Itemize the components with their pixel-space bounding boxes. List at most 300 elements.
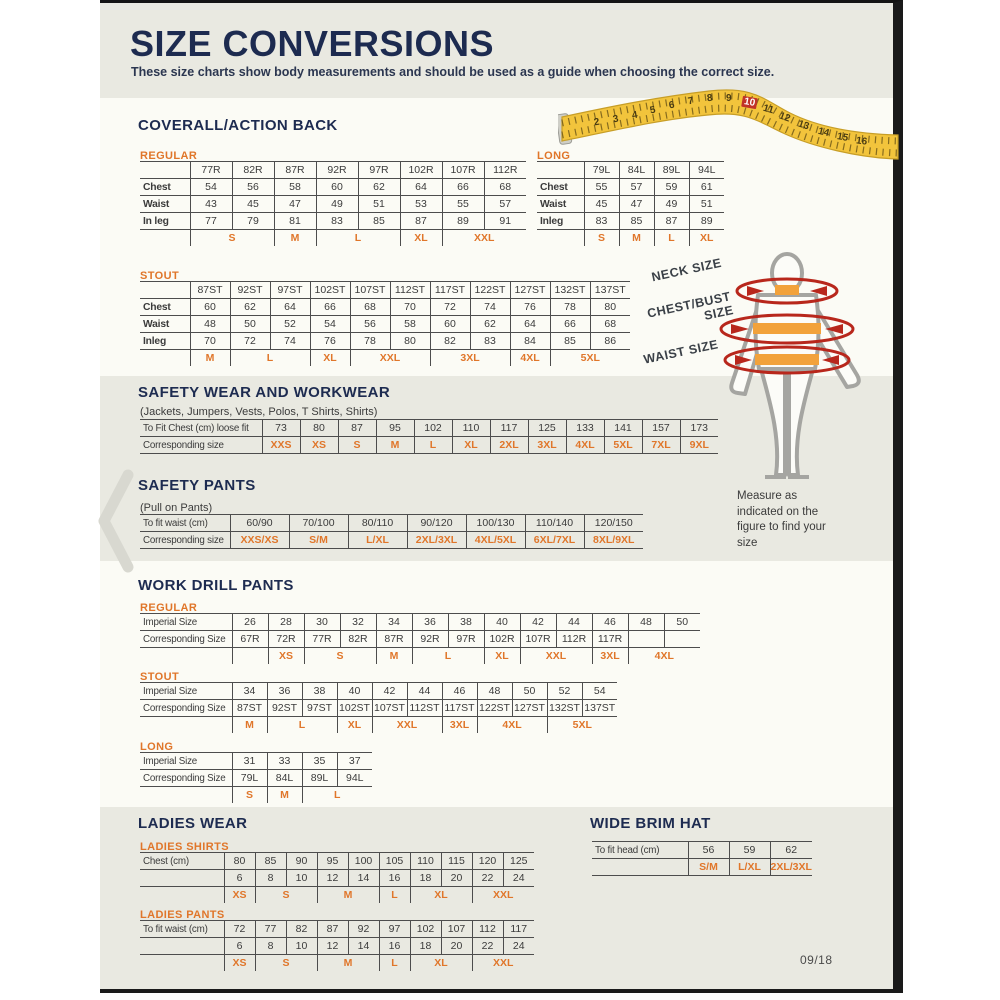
- value-cell: 115: [441, 853, 472, 870]
- size-table: [140, 920, 534, 971]
- section-heading-coverall: COVERALL/ACTION BACK: [138, 117, 338, 134]
- value-cell: 43: [190, 196, 232, 213]
- value-cell: 72R: [268, 631, 304, 648]
- row-label: Inleg: [140, 333, 190, 350]
- value-cell: 85: [619, 213, 654, 230]
- value-cell: 70: [190, 333, 230, 350]
- value-cell: S/M: [688, 859, 729, 876]
- value-cell: 84L: [619, 162, 654, 179]
- value-cell: 46: [442, 683, 477, 700]
- size-group-label: S: [304, 648, 376, 665]
- value-cell: 66: [310, 299, 350, 316]
- value-cell: 87ST: [190, 282, 230, 299]
- row-label: Corresponding size: [140, 532, 230, 549]
- value-cell: 68: [350, 299, 390, 316]
- value-cell: 70: [390, 299, 430, 316]
- value-cell: 56: [232, 179, 274, 196]
- value-cell: 95: [317, 853, 348, 870]
- value-cell: 51: [358, 196, 400, 213]
- waist-band: [755, 354, 819, 365]
- size-group-label: 4XL: [628, 648, 700, 665]
- safety-pants-table: [140, 514, 643, 549]
- size-group-label: 5XL: [547, 717, 617, 734]
- work-drill-regular-table: [140, 613, 700, 664]
- row-label: Corresponding Size: [140, 770, 232, 787]
- coverall-regular-table: [140, 161, 526, 246]
- value-cell: 2XL/3XL: [770, 859, 812, 876]
- chest-bust-size-label: CHEST/BUST SIZE: [646, 289, 735, 323]
- value-cell: 6: [224, 938, 255, 955]
- value-cell: 85: [255, 853, 286, 870]
- value-cell: 77: [255, 921, 286, 938]
- size-group-label: XL: [410, 887, 472, 904]
- value-cell: 3XL: [528, 437, 566, 454]
- value-cell: 47: [274, 196, 316, 213]
- span-lead: [140, 350, 190, 367]
- value-cell: 62: [770, 842, 812, 859]
- row-label: Imperial Size: [140, 753, 232, 770]
- value-cell: 97ST: [270, 282, 310, 299]
- value-cell: 87: [654, 213, 689, 230]
- value-cell: 72: [230, 333, 270, 350]
- value-cell: 87R: [274, 162, 316, 179]
- value-cell: 127ST: [512, 700, 547, 717]
- section-heading-work-drill: WORK DRILL PANTS: [138, 577, 294, 594]
- size-group-label: 3XL: [442, 717, 477, 734]
- value-cell: 92ST: [267, 700, 302, 717]
- value-cell: 34: [232, 683, 267, 700]
- value-cell: 10: [286, 938, 317, 955]
- value-cell: 14: [348, 870, 379, 887]
- value-cell: M: [376, 437, 414, 454]
- value-cell: 30: [304, 614, 340, 631]
- value-cell: 125: [528, 420, 566, 437]
- value-cell: 60: [430, 316, 470, 333]
- value-cell: 62: [358, 179, 400, 196]
- size-table: [140, 682, 617, 733]
- value-cell: 102ST: [310, 282, 350, 299]
- value-cell: 40: [337, 683, 372, 700]
- span-lead: [140, 787, 232, 804]
- value-cell: 55: [442, 196, 484, 213]
- value-cell: 62: [230, 299, 270, 316]
- size-group-label: XL: [410, 955, 472, 972]
- size-group-label: L: [267, 717, 337, 734]
- size-group-label: L: [412, 648, 484, 665]
- size-group-label: M: [317, 887, 379, 904]
- value-cell: 137ST: [590, 282, 630, 299]
- value-cell: 61: [689, 179, 724, 196]
- value-cell: 82: [430, 333, 470, 350]
- size-table: [592, 841, 812, 876]
- coverall-long-table: [537, 161, 724, 246]
- value-cell: 107ST: [372, 700, 407, 717]
- size-group-label: XL: [484, 648, 520, 665]
- value-cell: 2XL: [490, 437, 528, 454]
- value-cell: 50: [664, 614, 700, 631]
- value-cell: 90/120: [407, 515, 466, 532]
- value-cell: 157: [642, 420, 680, 437]
- tape-number: 9: [726, 93, 732, 104]
- size-group-label: L: [654, 230, 689, 247]
- value-cell: 6XL/7XL: [525, 532, 584, 549]
- span-lead: [537, 230, 584, 247]
- value-cell: 48: [628, 614, 664, 631]
- row-label: To fit head (cm): [592, 842, 688, 859]
- value-cell: 100: [348, 853, 379, 870]
- size-group-label: S: [190, 230, 274, 247]
- value-cell: 74: [470, 299, 510, 316]
- value-cell: 68: [484, 179, 526, 196]
- value-cell: 46: [592, 614, 628, 631]
- value-cell: 16: [379, 938, 410, 955]
- size-group-label: XS: [224, 955, 255, 972]
- row-label: Waist: [537, 196, 584, 213]
- value-cell: 81: [274, 213, 316, 230]
- value-cell: 48: [477, 683, 512, 700]
- value-cell: 112R: [556, 631, 592, 648]
- chevron-left-icon[interactable]: [94, 469, 138, 573]
- table-label-wd-long: LONG: [140, 741, 174, 753]
- safety-pants-note: (Pull on Pants): [140, 502, 213, 514]
- size-group-label: L: [379, 955, 410, 972]
- value-cell: 89L: [302, 770, 337, 787]
- document-page: [100, 0, 903, 993]
- value-cell: 50: [512, 683, 547, 700]
- value-cell: 89: [689, 213, 724, 230]
- value-cell: 110/140: [525, 515, 584, 532]
- size-table: [140, 281, 630, 366]
- row-label: Corresponding Size: [140, 631, 232, 648]
- value-cell: 107ST: [350, 282, 390, 299]
- value-cell: 74: [270, 333, 310, 350]
- tape-number: 5: [649, 104, 657, 117]
- value-cell: 42: [520, 614, 556, 631]
- size-group-label: XXL: [472, 955, 534, 972]
- value-cell: S: [338, 437, 376, 454]
- value-cell: 51: [689, 196, 724, 213]
- value-cell: 83: [470, 333, 510, 350]
- value-cell: 94L: [337, 770, 372, 787]
- figure-feet: [765, 475, 809, 479]
- row-label: [537, 162, 584, 179]
- size-group-label: S: [255, 955, 317, 972]
- value-cell: 94L: [689, 162, 724, 179]
- row-label: To fit waist (cm): [140, 921, 224, 938]
- value-cell: 36: [412, 614, 448, 631]
- value-cell: 80: [390, 333, 430, 350]
- measurement-figure-panel: [642, 251, 895, 563]
- value-cell: 68: [590, 316, 630, 333]
- size-group-label: S: [584, 230, 619, 247]
- value-cell: L/XL: [729, 859, 770, 876]
- value-cell: 34: [376, 614, 412, 631]
- ladies-shirts-table: [140, 852, 534, 903]
- size-table: [140, 161, 526, 246]
- table-label-wd-stout: STOUT: [140, 671, 180, 683]
- value-cell: 58: [274, 179, 316, 196]
- size-group-label: XL: [310, 350, 350, 367]
- value-cell: 37: [337, 753, 372, 770]
- value-cell: 91: [484, 213, 526, 230]
- value-cell: 97R: [448, 631, 484, 648]
- value-cell: 82R: [340, 631, 376, 648]
- value-cell: 20: [441, 938, 472, 955]
- value-cell: 38: [448, 614, 484, 631]
- tape-number: 13: [796, 118, 811, 133]
- size-group-label: [232, 648, 268, 665]
- size-group-label: XL: [400, 230, 442, 247]
- value-cell: 84L: [267, 770, 302, 787]
- size-group-label: 3XL: [430, 350, 510, 367]
- value-cell: 80: [590, 299, 630, 316]
- value-cell: 102: [410, 921, 441, 938]
- value-cell: 110: [410, 853, 441, 870]
- value-cell: 117ST: [430, 282, 470, 299]
- value-cell: 6: [224, 870, 255, 887]
- value-cell: 24: [503, 870, 534, 887]
- value-cell: 66: [550, 316, 590, 333]
- value-cell: 64: [400, 179, 442, 196]
- coverall-stout-table: [140, 281, 630, 366]
- value-cell: [628, 631, 664, 648]
- value-cell: XXS: [262, 437, 300, 454]
- value-cell: 82R: [232, 162, 274, 179]
- table-label-ladies-pants: LADIES PANTS: [140, 909, 225, 921]
- row-label: In leg: [140, 213, 190, 230]
- value-cell: 45: [232, 196, 274, 213]
- value-cell: 85: [550, 333, 590, 350]
- value-cell: 7XL: [642, 437, 680, 454]
- tape-number: 8: [706, 92, 714, 105]
- value-cell: 97R: [358, 162, 400, 179]
- figure-caption: Measure as indicated on the figure to find your size: [737, 490, 826, 549]
- tape-number: 16: [855, 135, 868, 148]
- size-group-label: XL: [337, 717, 372, 734]
- size-group-label: 5XL: [550, 350, 630, 367]
- value-cell: 137ST: [582, 700, 617, 717]
- value-cell: 79: [232, 213, 274, 230]
- figure-left-leg: [761, 369, 785, 475]
- value-cell: 52: [547, 683, 582, 700]
- value-cell: 73: [262, 420, 300, 437]
- value-cell: 122ST: [477, 700, 512, 717]
- value-cell: 79L: [584, 162, 619, 179]
- value-cell: 22: [472, 938, 503, 955]
- row-label: Waist: [140, 316, 190, 333]
- row-label: [140, 162, 190, 179]
- waist-size-label: WAIST SIZE: [642, 337, 720, 367]
- value-cell: 112R: [484, 162, 526, 179]
- value-cell: 83: [584, 213, 619, 230]
- value-cell: 110: [452, 420, 490, 437]
- value-cell: 92ST: [230, 282, 270, 299]
- value-cell: 12: [317, 870, 348, 887]
- tape-number: 15: [836, 131, 849, 144]
- value-cell: 125: [503, 853, 534, 870]
- value-cell: 54: [310, 316, 350, 333]
- value-cell: 57: [619, 179, 654, 196]
- row-label: To Fit Chest (cm) loose fit: [140, 420, 262, 437]
- value-cell: 9XL: [680, 437, 718, 454]
- value-cell: 47: [619, 196, 654, 213]
- value-cell: 80/110: [348, 515, 407, 532]
- value-cell: 117R: [592, 631, 628, 648]
- value-cell: 89L: [654, 162, 689, 179]
- value-cell: 49: [316, 196, 358, 213]
- tape-number: 2: [593, 116, 601, 129]
- value-cell: 87: [317, 921, 348, 938]
- value-cell: 77R: [304, 631, 340, 648]
- value-cell: 117: [503, 921, 534, 938]
- span-lead: [140, 648, 232, 665]
- value-cell: 2XL/3XL: [407, 532, 466, 549]
- value-cell: 102R: [400, 162, 442, 179]
- table-label-stout: STOUT: [140, 270, 180, 282]
- value-cell: 92: [348, 921, 379, 938]
- value-cell: 76: [510, 299, 550, 316]
- tape-number: 6: [668, 99, 676, 112]
- value-cell: 18: [410, 938, 441, 955]
- value-cell: 67R: [232, 631, 268, 648]
- value-cell: 16: [379, 870, 410, 887]
- tape-number: 4: [631, 109, 639, 122]
- value-cell: 82: [286, 921, 317, 938]
- value-cell: 66: [442, 179, 484, 196]
- value-cell: 32: [340, 614, 376, 631]
- value-cell: 44: [407, 683, 442, 700]
- value-cell: 62: [470, 316, 510, 333]
- value-cell: 87: [400, 213, 442, 230]
- value-cell: 45: [584, 196, 619, 213]
- value-cell: 80: [224, 853, 255, 870]
- section-heading-hat: WIDE BRIM HAT: [590, 815, 711, 832]
- size-group-label: S: [255, 887, 317, 904]
- size-table: [140, 752, 372, 803]
- table-label-wd-regular: REGULAR: [140, 602, 198, 614]
- safety-wear-table: [140, 419, 718, 454]
- row-label: [140, 282, 190, 299]
- value-cell: 105: [379, 853, 410, 870]
- tape-number-highlight: 10: [743, 96, 756, 109]
- size-group-label: 4XL: [510, 350, 550, 367]
- value-cell: 4XL/5XL: [466, 532, 525, 549]
- value-cell: 54: [190, 179, 232, 196]
- value-cell: 5XL: [604, 437, 642, 454]
- neck-band: [775, 285, 799, 295]
- size-group-label: M: [190, 350, 230, 367]
- row-label: Waist: [140, 196, 190, 213]
- value-cell: L/XL: [348, 532, 407, 549]
- size-group-label: M: [619, 230, 654, 247]
- value-cell: 132ST: [550, 282, 590, 299]
- value-cell: 77R: [190, 162, 232, 179]
- value-cell: L: [414, 437, 452, 454]
- value-cell: 80: [300, 420, 338, 437]
- value-cell: 122ST: [470, 282, 510, 299]
- row-label: Corresponding size: [140, 437, 262, 454]
- work-drill-stout-table: [140, 682, 617, 733]
- size-group-label: 3XL: [592, 648, 628, 665]
- value-cell: 78: [550, 299, 590, 316]
- row-label: [140, 870, 224, 887]
- value-cell: 48: [190, 316, 230, 333]
- value-cell: XS: [300, 437, 338, 454]
- size-group-label: L: [379, 887, 410, 904]
- ladies-pants-table: [140, 920, 534, 971]
- value-cell: 40: [484, 614, 520, 631]
- value-cell: 92R: [316, 162, 358, 179]
- value-cell: 56: [350, 316, 390, 333]
- tape-number: 14: [816, 125, 831, 140]
- size-group-label: M: [317, 955, 379, 972]
- value-cell: 55: [584, 179, 619, 196]
- value-cell: 64: [510, 316, 550, 333]
- value-cell: S/M: [289, 532, 348, 549]
- row-label: Corresponding Size: [140, 700, 232, 717]
- value-cell: 87R: [376, 631, 412, 648]
- value-cell: 50: [230, 316, 270, 333]
- section-heading-ladies: LADIES WEAR: [138, 815, 248, 832]
- value-cell: 60: [316, 179, 358, 196]
- row-label: Inleg: [537, 213, 584, 230]
- value-cell: 8: [255, 938, 286, 955]
- value-cell: 87ST: [232, 700, 267, 717]
- value-cell: [664, 631, 700, 648]
- value-cell: XXS/XS: [230, 532, 289, 549]
- row-label: To fit waist (cm): [140, 515, 230, 532]
- value-cell: 107R: [520, 631, 556, 648]
- value-cell: 4XL: [566, 437, 604, 454]
- value-cell: 58: [390, 316, 430, 333]
- section-heading-safety-pants: SAFETY PANTS: [138, 477, 256, 494]
- row-label: Chest: [537, 179, 584, 196]
- value-cell: 8XL/9XL: [584, 532, 643, 549]
- size-group-label: XL: [689, 230, 724, 247]
- table-label-ladies-shirts: LADIES SHIRTS: [140, 841, 229, 853]
- tape-number: 11: [761, 102, 775, 117]
- row-label: Imperial Size: [140, 614, 232, 631]
- value-cell: 22: [472, 870, 503, 887]
- value-cell: 8: [255, 870, 286, 887]
- value-cell: 59: [729, 842, 770, 859]
- size-group-label: XS: [268, 648, 304, 665]
- value-cell: 112: [472, 921, 503, 938]
- value-cell: 76: [310, 333, 350, 350]
- size-group-label: XXL: [520, 648, 592, 665]
- value-cell: 33: [267, 753, 302, 770]
- value-cell: 10: [286, 870, 317, 887]
- size-group-label: XXL: [350, 350, 430, 367]
- size-table: [140, 514, 643, 549]
- value-cell: 102R: [484, 631, 520, 648]
- size-group-label: L: [302, 787, 372, 804]
- value-cell: 72: [430, 299, 470, 316]
- value-cell: 53: [400, 196, 442, 213]
- value-cell: 85: [358, 213, 400, 230]
- value-cell: 44: [556, 614, 592, 631]
- size-group-label: S: [232, 787, 267, 804]
- value-cell: 141: [604, 420, 642, 437]
- value-cell: 26: [232, 614, 268, 631]
- span-lead: [140, 230, 190, 247]
- value-cell: 28: [268, 614, 304, 631]
- value-cell: 120: [472, 853, 503, 870]
- value-cell: 77: [190, 213, 232, 230]
- value-cell: 78: [350, 333, 390, 350]
- value-cell: 112ST: [407, 700, 442, 717]
- safety-wear-note: (Jackets, Jumpers, Vests, Polos, T Shirts, Shirts): [140, 406, 378, 418]
